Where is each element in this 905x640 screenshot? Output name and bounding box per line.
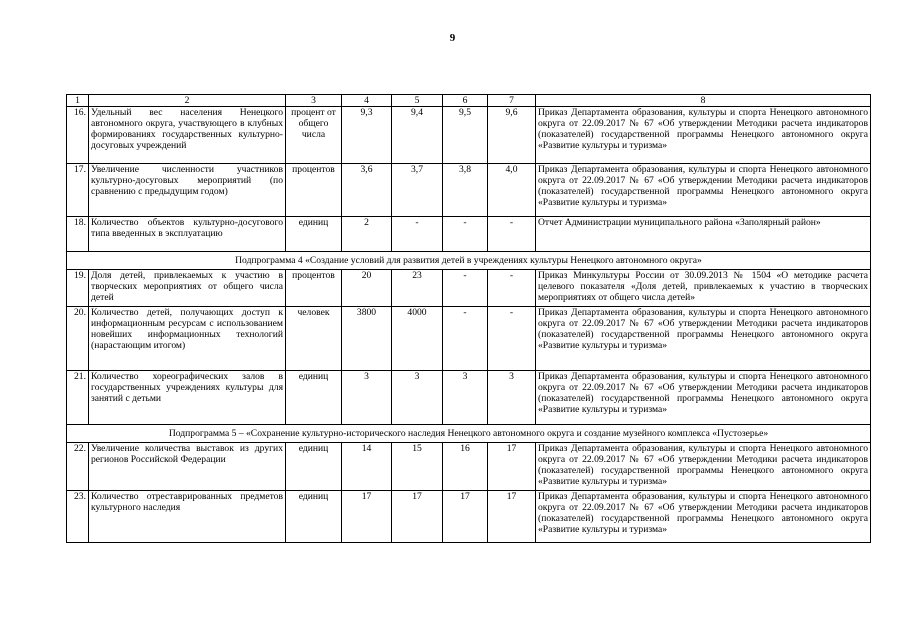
value-cell: 23 [392,270,443,307]
column-header: 8 [536,95,871,107]
table-row [67,164,871,217]
row-number: 21. [67,371,89,425]
indicator-name: Доля детей, привлекаемых к участию в творческих мероприятиях от общего числа детей [89,270,286,307]
value-cell: - [443,307,488,371]
value-cell: 17 [392,491,443,543]
table-header-row [67,95,871,107]
unit-of-measure: человек [286,307,342,371]
value-cell: 4,0 [488,164,536,217]
indicator-name: Количество хореографических залов в государственных учреждениях культуры для занятий с детьми [89,371,286,425]
column-header: 6 [443,95,488,107]
table-row [67,107,871,164]
indicator-name: Количество детей, получающих доступ к информационным ресурсам с использованием новейших информационных технологий (нарастающим итогом) [89,307,286,371]
column-header: 4 [342,95,392,107]
value-cell: 3 [342,371,392,425]
value-cell: 17 [443,491,488,543]
value-cell: - [488,307,536,371]
value-cell: - [443,270,488,307]
row-number: 23. [67,491,89,543]
value-cell: 9,6 [488,107,536,164]
source-document: Приказ Минкультуры России от 30.09.2013 № 1504 «О методике расчета целевого показателя «Доля детей, привлекаемых к участию в творческих мероприятиях от общего числа детей» [536,270,871,307]
value-cell: 17 [342,491,392,543]
row-number: 18. [67,217,89,252]
unit-of-measure: единиц [286,371,342,425]
row-number: 16. [67,107,89,164]
column-header: 3 [286,95,342,107]
value-cell: 15 [392,443,443,491]
value-cell: 4000 [392,307,443,371]
source-document: Приказ Департамента образования, культуры и спорта Ненецкого автономного округа от 22.09.2017 № 67 «Об утверждении Методики расчета индикаторов (показателей) государственной программы Ненецкого автономного округа «Развитие культуры и туризма» [536,491,871,543]
subprogram-title: Подпрограмма 4 «Создание условий для развития детей в учреждениях культуры Ненецкого автономного округа» [67,252,871,270]
row-number: 19. [67,270,89,307]
table-body [67,95,871,543]
row-number: 22. [67,443,89,491]
row-number: 20. [67,307,89,371]
indicator-name: Увеличение количества выставок из других регионов Российской Федерации [89,443,286,491]
value-cell: - [488,270,536,307]
value-cell: 3 [443,371,488,425]
unit-of-measure: единиц [286,491,342,543]
value-cell: 3 [392,371,443,425]
value-cell: 3,7 [392,164,443,217]
value-cell: 9,3 [342,107,392,164]
indicator-name: Количество объектов культурно-досугового типа введенных в эксплуатацию [89,217,286,252]
column-header: 1 [67,95,89,107]
indicator-name: Удельный вес населения Ненецкого автономного округа, участвующего в клубных формированиях государственных культурно-досуговых учреждений [89,107,286,164]
value-cell: 17 [488,491,536,543]
unit-of-measure: процентов [286,164,342,217]
subprogram-title: Подпрограмма 5 – «Сохранение культурно-исторического наследия Ненецкого автономного округа и создание музейного комплекса «Пустозерье» [67,425,871,443]
value-cell: 3 [488,371,536,425]
value-cell: - [488,217,536,252]
row-number: 17. [67,164,89,217]
value-cell: - [392,217,443,252]
source-document: Приказ Департамента образования, культуры и спорта Ненецкого автономного округа от 22.09.2017 № 67 «Об утверждении Методики расчета индикаторов (показателей) государственной программы Ненецкого автономного округа «Развитие культуры и туризма» [536,371,871,425]
source-document: Приказ Департамента образования, культуры и спорта Ненецкого автономного округа от 22.09.2017 № 67 «Об утверждении Методики расчета индикаторов (показателей) государственной программы Ненецкого автономного округа «Развитие культуры и туризма» [536,107,871,164]
page-number: 9 [449,32,456,44]
value-cell: 2 [342,217,392,252]
indicators-table [66,94,871,543]
unit-of-measure: процент от общего числа [286,107,342,164]
value-cell: 16 [443,443,488,491]
value-cell: - [443,217,488,252]
value-cell: 9,5 [443,107,488,164]
indicator-name: Увеличение численности участников культурно-досуговых мероприятий (по сравнению с предыдущим годом) [89,164,286,217]
table-row [67,217,871,252]
value-cell: 3,8 [443,164,488,217]
indicator-name: Количество отреставрированных предметов культурного наследия [89,491,286,543]
table-row [67,307,871,371]
table-row [67,443,871,491]
column-header: 7 [488,95,536,107]
unit-of-measure: единиц [286,443,342,491]
subprogram-row [67,252,871,270]
value-cell: 9,4 [392,107,443,164]
source-document: Приказ Департамента образования, культуры и спорта Ненецкого автономного округа от 22.09.2017 № 67 «Об утверждении Методики расчета индикаторов (показателей) государственной программы Ненецкого автономного округа «Развитие культуры и туризма» [536,164,871,217]
table-row [67,270,871,307]
column-header: 2 [89,95,286,107]
source-document: Отчет Администрации муниципального района «Заполярный район» [536,217,871,252]
source-document: Приказ Департамента образования, культуры и спорта Ненецкого автономного округа от 22.09.2017 № 67 «Об утверждении Методики расчета индикаторов (показателей) государственной программы Ненецкого автономного округа «Развитие культуры и туризма» [536,307,871,371]
value-cell: 17 [488,443,536,491]
value-cell: 14 [342,443,392,491]
table-row [67,371,871,425]
value-cell: 3800 [342,307,392,371]
subprogram-row [67,425,871,443]
table-row [67,491,871,543]
column-header: 5 [392,95,443,107]
value-cell: 3,6 [342,164,392,217]
source-document: Приказ Департамента образования, культуры и спорта Ненецкого автономного округа от 22.09.2017 № 67 «Об утверждении Методики расчета индикаторов (показателей) государственной программы Ненецкого автономного округа «Развитие культуры и туризма» [536,443,871,491]
unit-of-measure: единиц [286,217,342,252]
value-cell: 20 [342,270,392,307]
unit-of-measure: процентов [286,270,342,307]
